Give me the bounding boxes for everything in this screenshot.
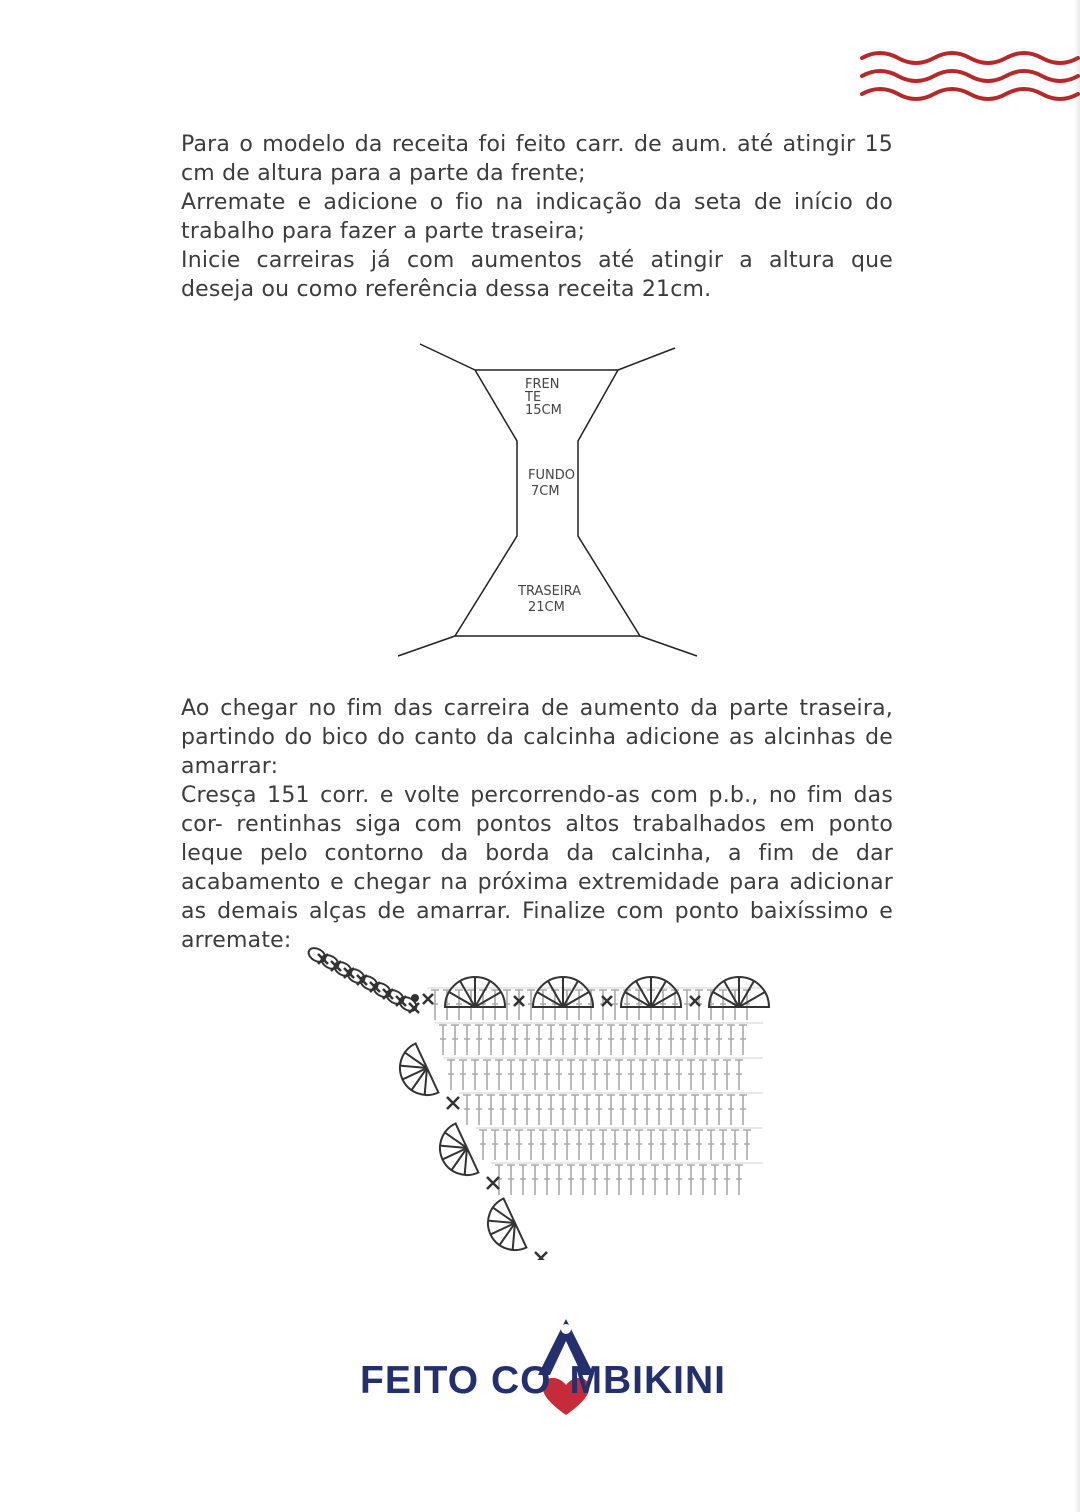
- stitch-mark: [523, 1095, 531, 1125]
- front-label: FREN: [525, 377, 560, 392]
- bikini-shape-diagram: [390, 336, 710, 661]
- stitch-mark: [667, 1025, 675, 1055]
- back-label: TRASEIRA: [518, 584, 582, 599]
- stitch-mark: [631, 1025, 639, 1055]
- stitch-mark: [579, 1060, 587, 1090]
- stitch-mark: [531, 1165, 539, 1195]
- stitch-mark: [695, 1130, 703, 1160]
- stitch-mark: [703, 1025, 711, 1055]
- stitch-mark: [507, 1060, 515, 1090]
- stitch-mark: [643, 1025, 651, 1055]
- stitch-mark: [475, 1095, 483, 1125]
- stitch-mark: [519, 1165, 527, 1195]
- stitch-mark: [699, 1060, 707, 1090]
- stitch-mark: [667, 1095, 675, 1125]
- top-fan: [533, 977, 593, 1007]
- instruction-line: Cresça 151 corr. e volte percorrendo-as com p.b., no fim das cor- rentinhas siga com pontos altos trabalhados em ponto leque pelo contorno da borda da calcinha, a fim de dar acabamento e chegar na próxima extremidade para adicionar as demais alças de amarrar. Finalize com ponto baixíssimo e arremate:: [181, 783, 893, 953]
- stitch-mark: [675, 1165, 683, 1195]
- stitch-mark: [691, 1025, 699, 1055]
- stitch-mark: [619, 1025, 627, 1055]
- single-crochet-mark: [487, 1177, 499, 1189]
- stitch-mark: [439, 1025, 447, 1055]
- side-fan: [391, 1044, 438, 1104]
- stitch-mark: [683, 1130, 691, 1160]
- stitch-mark: [727, 1025, 735, 1055]
- stitch-mark: [627, 1165, 635, 1195]
- stitch-mark: [567, 1060, 575, 1090]
- stitch-mark: [543, 1060, 551, 1090]
- stitch-mark: [447, 1060, 455, 1090]
- stitch-mark: [551, 1130, 559, 1160]
- front-label: TE: [525, 390, 542, 405]
- page-edge: [1074, 0, 1080, 1512]
- stitch-mark: [451, 1025, 459, 1055]
- back-size: 21CM: [528, 600, 565, 615]
- stitch-mark: [495, 1060, 503, 1090]
- stitch-mark: [623, 1130, 631, 1160]
- stitch-mark: [523, 1025, 531, 1055]
- stitch-mark: [715, 1095, 723, 1125]
- stitch-mark: [595, 1095, 603, 1125]
- stitch-mark: [599, 1130, 607, 1160]
- stitch-mark: [739, 1095, 747, 1125]
- single-crochet-mark: [423, 994, 433, 1004]
- stitch-mark: [483, 1060, 491, 1090]
- stitch-mark: [463, 1025, 471, 1055]
- stitch-mark: [559, 1095, 567, 1125]
- stitch-mark: [503, 1130, 511, 1160]
- stitch-mark: [543, 1165, 551, 1195]
- stitch-mark: [507, 1165, 515, 1195]
- stitch-mark: [591, 1060, 599, 1090]
- stitch-mark: [635, 1130, 643, 1160]
- stitch-mark: [471, 1060, 479, 1090]
- brand-logo: [350, 1315, 750, 1425]
- brand-part: FEITO CO: [360, 1359, 552, 1402]
- stitch-mark: [675, 1060, 683, 1090]
- stitch-mark: [663, 1060, 671, 1090]
- stitch-mark: [651, 1165, 659, 1195]
- stitch-mark: [531, 1060, 539, 1090]
- stitch-mark: [687, 1165, 695, 1195]
- stitch-mark: [723, 1165, 731, 1195]
- single-crochet-mark: [447, 1097, 459, 1109]
- stitch-mark: [727, 1095, 735, 1125]
- stitch-mark: [659, 1130, 667, 1160]
- stitch-mark: [711, 1060, 719, 1090]
- stitch-mark: [595, 1025, 603, 1055]
- side-fan: [431, 1124, 478, 1184]
- stitch-mark: [631, 1095, 639, 1125]
- intro-line: Inicie carreiras já com aumentos até atingir a altura que deseja ou como referência dessa receita 21cm.: [181, 248, 893, 302]
- stitch-mark: [535, 1025, 543, 1055]
- stitch-mark: [639, 1060, 647, 1090]
- stitch-mark: [571, 1095, 579, 1125]
- brand-part: BIKINI: [602, 1359, 726, 1402]
- bottom-label: FUNDO: [528, 468, 575, 483]
- stitch-mark: [567, 1165, 575, 1195]
- stitch-mark: [499, 1095, 507, 1125]
- stitch-mark: [619, 1095, 627, 1125]
- stitch-mark: [687, 1060, 695, 1090]
- stitch-mark: [539, 1130, 547, 1160]
- stitch-mark: [607, 1095, 615, 1125]
- stitch-mark: [663, 1165, 671, 1195]
- stitch-mark: [563, 1130, 571, 1160]
- stitch-mark: [587, 1130, 595, 1160]
- stitch-mark: [699, 1165, 707, 1195]
- stitch-mark: [607, 1025, 615, 1055]
- stitch-mark: [499, 1025, 507, 1055]
- stitch-mark: [671, 1130, 679, 1160]
- instruction-line: Ao chegar no fim das carreira de aumento da parte traseira, partindo do bico do canto da calcinha adicione as alcinhas de amarrar:: [181, 696, 893, 779]
- stitch-mark: [603, 1060, 611, 1090]
- stitch-mark: [463, 1095, 471, 1125]
- crochet-chart: [295, 935, 775, 1260]
- stitch-mark: [487, 1095, 495, 1125]
- stitch-mark: [603, 1165, 611, 1195]
- stitch-mark: [735, 1060, 743, 1090]
- brand-part: M: [569, 1359, 603, 1402]
- stitch-mark: [655, 1095, 663, 1125]
- stitch-mark: [615, 1060, 623, 1090]
- stitch-mark: [739, 1025, 747, 1055]
- stitch-mark: [659, 990, 667, 1020]
- stitch-mark: [691, 1095, 699, 1125]
- stitch-mark: [559, 1025, 567, 1055]
- stitch-mark: [579, 1165, 587, 1195]
- stitch-mark: [679, 1095, 687, 1125]
- stitch-mark: [527, 1130, 535, 1160]
- intro-line: Arremate e adicione o fio na indicação da seta de início do trabalho para fazer a parte traseira;: [181, 190, 893, 244]
- stitch-mark: [719, 990, 727, 1020]
- single-crochet-mark: [535, 1252, 547, 1260]
- stitch-mark: [555, 1060, 563, 1090]
- stitch-mark: [639, 1165, 647, 1195]
- stitch-mark: [743, 1130, 751, 1160]
- stitch-mark: [511, 1025, 519, 1055]
- stitch-mark: [459, 1060, 467, 1090]
- stitch-mark: [583, 1095, 591, 1125]
- stitch-mark: [571, 1025, 579, 1055]
- stitch-mark: [479, 1130, 487, 1160]
- stitch-mark: [519, 1060, 527, 1090]
- stitch-mark: [487, 1025, 495, 1055]
- stitch-mark: [511, 1095, 519, 1125]
- stitch-mark: [575, 1130, 583, 1160]
- stitch-mark: [455, 990, 463, 1020]
- intro-line: Para o modelo da receita foi feito carr. de aum. até atingir 15 cm de altura para a parte da frente;: [181, 132, 893, 186]
- stitch-mark: [679, 1025, 687, 1055]
- stitch-mark: [583, 1025, 591, 1055]
- bottom-size: 7CM: [531, 484, 560, 499]
- stitch-mark: [555, 1165, 563, 1195]
- top-fan: [445, 977, 505, 1007]
- stitch-mark: [735, 1165, 743, 1195]
- stitch-mark: [731, 1130, 739, 1160]
- stitch-mark: [575, 990, 583, 1020]
- stitch-mark: [711, 1165, 719, 1195]
- stitch-mark: [715, 1025, 723, 1055]
- stitch-mark: [591, 1165, 599, 1195]
- wave-decoration-icon: [858, 50, 1080, 110]
- stitch-mark: [547, 1095, 555, 1125]
- top-fan: [621, 977, 681, 1007]
- stitch-mark: [723, 1060, 731, 1090]
- stitch-mark: [611, 1130, 619, 1160]
- instructions-paragraph: [181, 694, 893, 955]
- stitch-mark: [515, 1130, 523, 1160]
- stitch-mark: [547, 1025, 555, 1055]
- single-crochet-mark: [409, 1003, 419, 1013]
- stitch-mark: [475, 1025, 483, 1055]
- stitch-mark: [635, 990, 643, 1020]
- stitch-mark: [703, 1095, 711, 1125]
- stitch-mark: [615, 1165, 623, 1195]
- stitch-mark: [491, 1130, 499, 1160]
- intro-paragraph: [181, 130, 893, 304]
- stitch-mark: [627, 1060, 635, 1090]
- stitch-mark: [643, 1095, 651, 1125]
- front-size: 15CM: [525, 403, 562, 418]
- stitch-mark: [707, 1130, 715, 1160]
- stitch-mark: [655, 1025, 663, 1055]
- stitch-mark: [719, 1130, 727, 1160]
- brand-name: [360, 1359, 726, 1403]
- stitch-mark: [535, 1095, 543, 1125]
- stitch-mark: [647, 1130, 655, 1160]
- stitch-mark: [651, 1060, 659, 1090]
- top-fan: [709, 977, 769, 1007]
- side-fan: [479, 1199, 526, 1259]
